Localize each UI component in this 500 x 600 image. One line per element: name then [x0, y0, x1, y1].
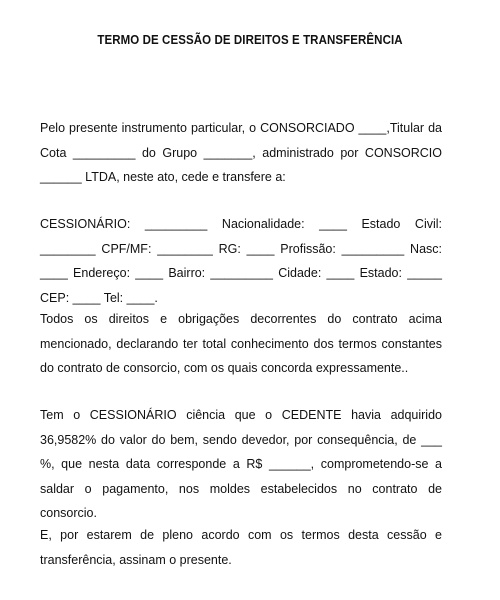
paragraph-text: Todos os direitos e obrigações decorrentes do contrato acima mencionado, declarando ter total conhecimento dos termos constantes do contrato de consorcio, com os quais concorda expressamente.. — [40, 312, 446, 375]
document-title: TERMO DE CESSÃO DE DIREITOS E TRANSFERÊNCIA — [97, 33, 403, 47]
paragraph-text: Tem o CESSIONÁRIO ciência que o CEDENTE havia adquirido 36,9582% do valor do bem, sendo devedor, por consequência, de ___ %, que nesta data corresponde a R$ ______, comprometendo-se a saldar o pagamento, nos moldes estabelecidos no contrato de consorcio. — [40, 408, 446, 520]
paragraph-text: Pelo presente instrumento particular, o CONSORCIADO ____,Titular da Cota _________ do Grupo _______, administrado por CONSORCIO ______ LTDA, neste ato, cede e transfere a: — [40, 121, 446, 184]
paragraph-rights — [40, 307, 446, 381]
paragraph-closing — [40, 523, 446, 572]
paragraph-text: CESSIONÁRIO: _________ Nacionalidade: ____ Estado Civil: ________ CPF/MF: ________ RG: ____ Profissão: _________ Nasc: ____ Endereço: ____ Bairro: _________ Cidade: ____ Estado: _____ CEP: ____ Tel: ____. — [40, 217, 446, 305]
paragraph-opening — [40, 116, 446, 190]
paragraph-payment — [40, 403, 446, 526]
paragraph-text: E, por estarem de pleno acordo com os termos desta cessão e transferência, assinam o presente. — [40, 528, 446, 567]
paragraph-cessionary-details — [40, 212, 446, 310]
